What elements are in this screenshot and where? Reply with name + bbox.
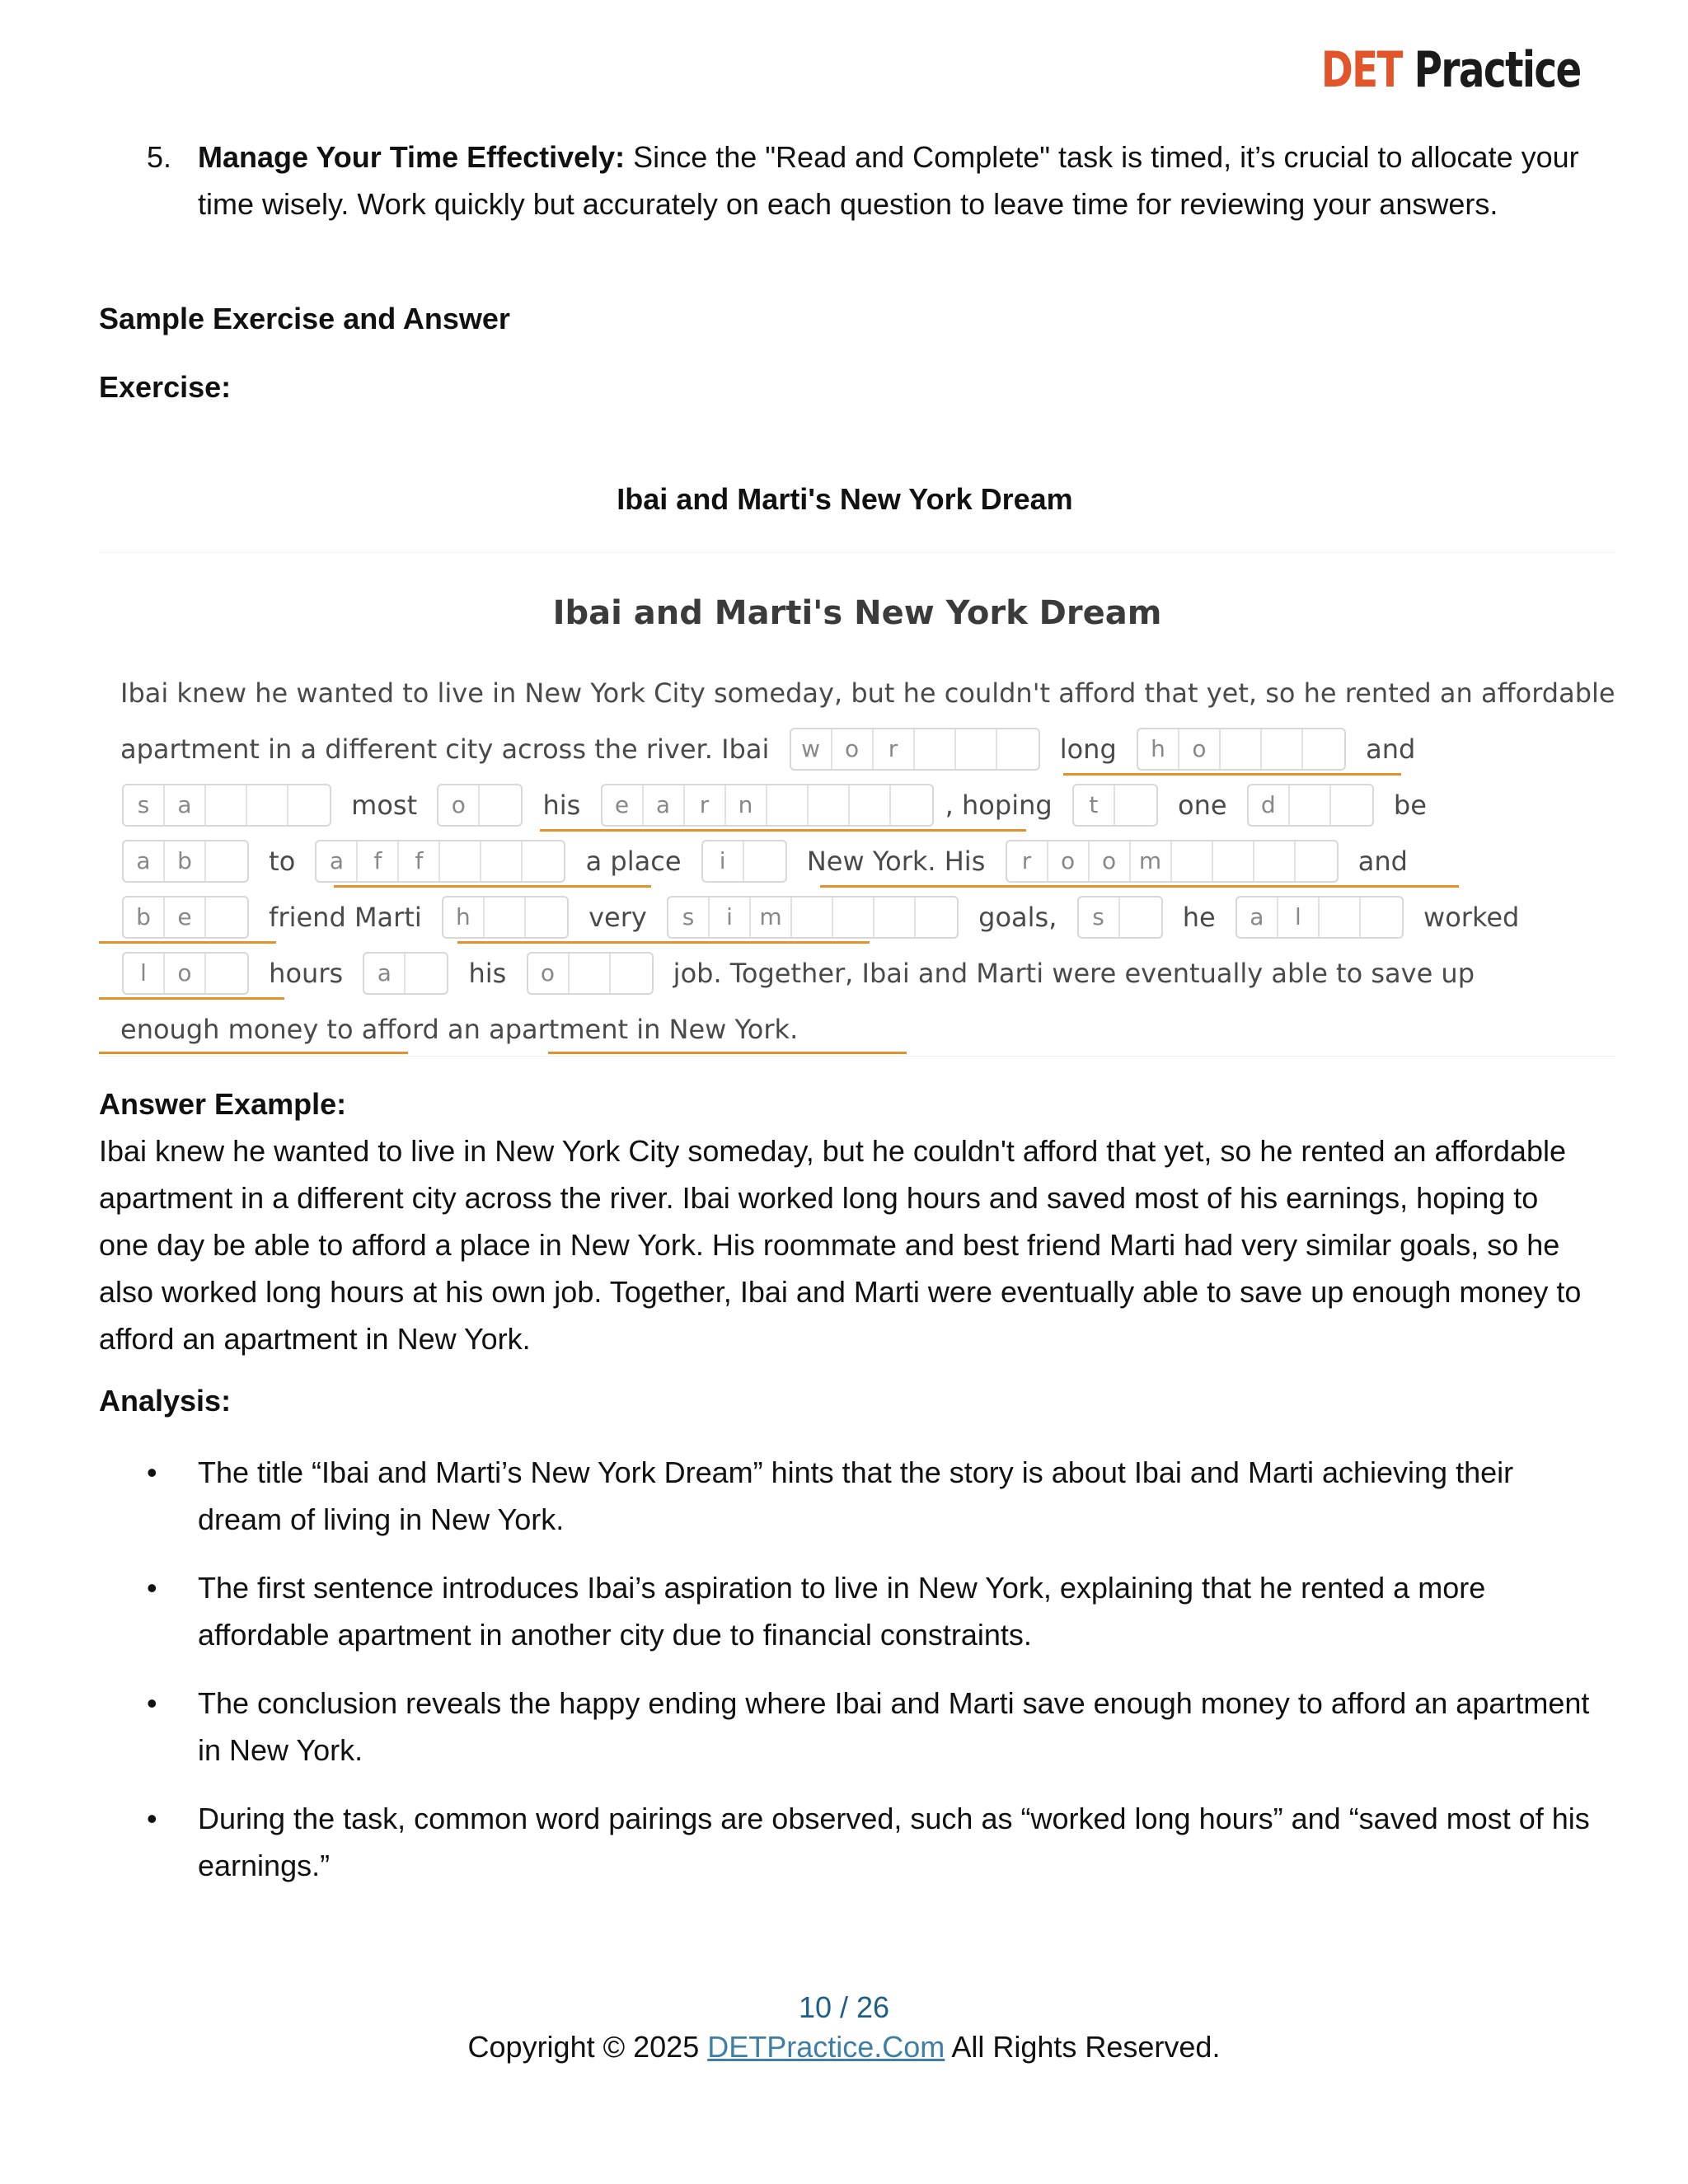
letter-box[interactable]: o bbox=[1179, 729, 1221, 769]
letter-box[interactable]: o bbox=[832, 729, 874, 769]
site-link[interactable]: DETPractice.Com bbox=[707, 2030, 945, 2064]
letter-box[interactable] bbox=[206, 785, 247, 825]
underline-decoration bbox=[99, 1052, 408, 1054]
letter-box[interactable] bbox=[997, 729, 1039, 769]
letter-blank[interactable] bbox=[1137, 728, 1346, 771]
letter-box[interactable]: a bbox=[644, 785, 685, 825]
letter-box[interactable] bbox=[1172, 841, 1213, 881]
exercise-image bbox=[99, 552, 1615, 1057]
letter-box[interactable] bbox=[1331, 785, 1372, 825]
exercise-image-title: Ibai and Marti's New York Dream bbox=[552, 594, 1162, 632]
bullet-icon: • bbox=[147, 1455, 157, 1489]
letter-box[interactable] bbox=[874, 898, 916, 937]
letter-box[interactable]: r bbox=[874, 729, 915, 769]
exercise-line: apartment in a different city across the river. Ibai w o r long h o and bbox=[115, 726, 1420, 769]
underline-decoration bbox=[99, 941, 276, 944]
letter-box[interactable] bbox=[833, 898, 874, 937]
letter-blank[interactable] bbox=[442, 896, 569, 939]
letter-box[interactable]: a bbox=[1237, 898, 1278, 937]
letter-blank[interactable] bbox=[790, 728, 1040, 771]
letter-blank[interactable] bbox=[122, 784, 331, 827]
letter-box[interactable] bbox=[891, 785, 932, 825]
list-number: 5. bbox=[147, 140, 172, 174]
letter-box[interactable] bbox=[288, 785, 330, 825]
letter-blank[interactable] bbox=[315, 840, 565, 883]
letter-box[interactable]: o bbox=[528, 954, 570, 993]
exercise-line: b e friend Marti h very s i m goals, s he a l worked bbox=[115, 894, 1524, 937]
letter-blank[interactable] bbox=[122, 840, 249, 883]
sample-heading: Sample Exercise and Answer bbox=[99, 302, 510, 335]
letter-box[interactable]: o bbox=[438, 785, 480, 825]
letter-box[interactable] bbox=[744, 841, 785, 881]
exercise-line: a b to a f f a place i New York. His r o o m and bbox=[115, 838, 1413, 881]
letter-blank[interactable] bbox=[1006, 840, 1339, 883]
letter-box[interactable]: i bbox=[703, 841, 744, 881]
letter-box[interactable]: s bbox=[124, 785, 165, 825]
letter-box[interactable]: o bbox=[1090, 841, 1131, 881]
letter-box[interactable] bbox=[1290, 785, 1331, 825]
letter-box[interactable] bbox=[206, 954, 247, 993]
letter-box[interactable]: b bbox=[165, 841, 206, 881]
letter-box[interactable] bbox=[792, 898, 833, 937]
exercise-title: Ibai and Marti's New York Dream bbox=[617, 482, 1073, 516]
exercise-line: s a most o his e a r n , hoping t one d be bbox=[115, 782, 1432, 825]
letter-box[interactable]: m bbox=[1131, 841, 1172, 881]
letter-box[interactable] bbox=[1120, 898, 1161, 937]
letter-box[interactable] bbox=[809, 785, 850, 825]
letter-box[interactable]: h bbox=[443, 898, 485, 937]
underline-decoration bbox=[540, 829, 1026, 832]
letter-box[interactable]: h bbox=[1138, 729, 1179, 769]
letter-box[interactable]: t bbox=[1074, 785, 1115, 825]
letter-blank[interactable] bbox=[122, 896, 249, 939]
letter-box[interactable]: e bbox=[603, 785, 644, 825]
letter-box[interactable]: a bbox=[165, 785, 206, 825]
bullet-icon: • bbox=[147, 1571, 157, 1605]
letter-box[interactable]: a bbox=[124, 841, 165, 881]
letter-box[interactable] bbox=[1262, 729, 1303, 769]
letter-box[interactable] bbox=[247, 785, 288, 825]
letter-box[interactable] bbox=[1254, 841, 1296, 881]
analysis-heading: Analysis: bbox=[99, 1384, 232, 1418]
letter-box[interactable] bbox=[1320, 898, 1361, 937]
letter-box[interactable]: e bbox=[165, 898, 206, 937]
letter-box[interactable] bbox=[570, 954, 611, 993]
letter-box[interactable]: b bbox=[124, 898, 165, 937]
letter-blank[interactable] bbox=[437, 784, 523, 827]
list-item-text: Manage Your Time Effectively: Since the "Read and Complete" task is timed, it’s crucial to allocate your time wisely. Work quickly but accurately on each question to leave time for reviewing your answers. bbox=[198, 140, 1579, 221]
page-number: 10 / 26 bbox=[798, 1990, 890, 2024]
letter-box[interactable] bbox=[523, 841, 564, 881]
answer-heading: Answer Example: bbox=[99, 1087, 347, 1121]
letter-blank[interactable] bbox=[122, 952, 249, 995]
letter-box[interactable]: o bbox=[165, 954, 206, 993]
answer-paragraph: Ibai knew he wanted to live in New York City someday, but he couldn't afford that yet, so he rented an affordable apartment in a different city across the river. Ibai worked long hours and saved most of his earnings, hoping to one day be able to afford a place in New York. His roommate and best friend Marti had very similar goals, so he also worked long hours at his own job. Together, Ibai and Marti were eventually able to save up enough money to afford an apartment in New York. bbox=[99, 1134, 1582, 1356]
letter-box[interactable]: r bbox=[1007, 841, 1048, 881]
bullet-icon: • bbox=[147, 1802, 157, 1835]
letter-box[interactable] bbox=[1213, 841, 1254, 881]
letter-blank[interactable] bbox=[1247, 784, 1374, 827]
letter-box[interactable]: a bbox=[316, 841, 358, 881]
underline-decoration bbox=[457, 941, 870, 944]
letter-box[interactable] bbox=[406, 954, 447, 993]
letter-blank[interactable] bbox=[363, 952, 448, 995]
underline-decoration bbox=[548, 1052, 907, 1054]
underline-decoration bbox=[1063, 773, 1401, 776]
letter-box[interactable] bbox=[1296, 841, 1337, 881]
letter-box[interactable] bbox=[1361, 898, 1402, 937]
underline-decoration bbox=[99, 997, 284, 1000]
letter-blank[interactable] bbox=[601, 784, 934, 827]
det-practice-logo: DET Practice bbox=[1321, 41, 1581, 99]
letter-box[interactable] bbox=[526, 898, 567, 937]
underline-decoration bbox=[1014, 885, 1459, 888]
letter-box[interactable]: s bbox=[668, 898, 710, 937]
letter-box[interactable] bbox=[767, 785, 809, 825]
letter-box[interactable]: m bbox=[751, 898, 792, 937]
letter-box[interactable] bbox=[611, 954, 652, 993]
letter-blank[interactable] bbox=[1236, 896, 1404, 939]
letter-box[interactable] bbox=[1303, 729, 1344, 769]
letter-box[interactable] bbox=[915, 729, 956, 769]
letter-box[interactable] bbox=[206, 841, 247, 881]
letter-box[interactable]: s bbox=[1079, 898, 1120, 937]
letter-box[interactable] bbox=[481, 841, 523, 881]
letter-box[interactable]: l bbox=[1278, 898, 1320, 937]
letter-box[interactable]: r bbox=[685, 785, 726, 825]
bullet-icon: • bbox=[147, 1686, 157, 1720]
letter-box[interactable] bbox=[480, 785, 521, 825]
letter-box[interactable]: o bbox=[1048, 841, 1090, 881]
letter-box[interactable]: f bbox=[358, 841, 399, 881]
copyright-footer: Copyright © 2025 DETPractice.Com All Rights Reserved. bbox=[467, 2030, 1221, 2064]
letter-box[interactable] bbox=[956, 729, 997, 769]
letter-blank[interactable] bbox=[1077, 896, 1163, 939]
letter-box[interactable] bbox=[206, 898, 247, 937]
letter-box[interactable]: l bbox=[124, 954, 165, 993]
exercise-line: enough money to afford an apartment in New York. bbox=[120, 1014, 799, 1045]
letter-blank[interactable] bbox=[527, 952, 654, 995]
letter-box[interactable] bbox=[485, 898, 526, 937]
exercise-line: l o hours a his o job. Together, Ibai and Marti were eventually able to save up bbox=[115, 950, 1479, 993]
letter-box[interactable]: d bbox=[1249, 785, 1290, 825]
letter-blank[interactable] bbox=[667, 896, 959, 939]
underline-decoration bbox=[334, 885, 651, 888]
letter-box[interactable]: i bbox=[710, 898, 751, 937]
letter-blank[interactable] bbox=[1072, 784, 1158, 827]
letter-box[interactable] bbox=[1221, 729, 1262, 769]
letter-box[interactable]: n bbox=[726, 785, 767, 825]
letter-box[interactable] bbox=[1115, 785, 1156, 825]
exercise-line: Ibai knew he wanted to live in New York City someday, but he couldn't afford that yet, so he rented an affordable bbox=[120, 677, 1615, 709]
letter-box[interactable]: w bbox=[791, 729, 832, 769]
letter-box[interactable] bbox=[850, 785, 891, 825]
letter-box[interactable] bbox=[440, 841, 481, 881]
letter-box[interactable]: a bbox=[364, 954, 406, 993]
letter-blank[interactable] bbox=[701, 840, 787, 883]
exercise-heading: Exercise: bbox=[99, 370, 232, 404]
letter-box[interactable]: f bbox=[399, 841, 440, 881]
letter-box[interactable] bbox=[916, 898, 957, 937]
